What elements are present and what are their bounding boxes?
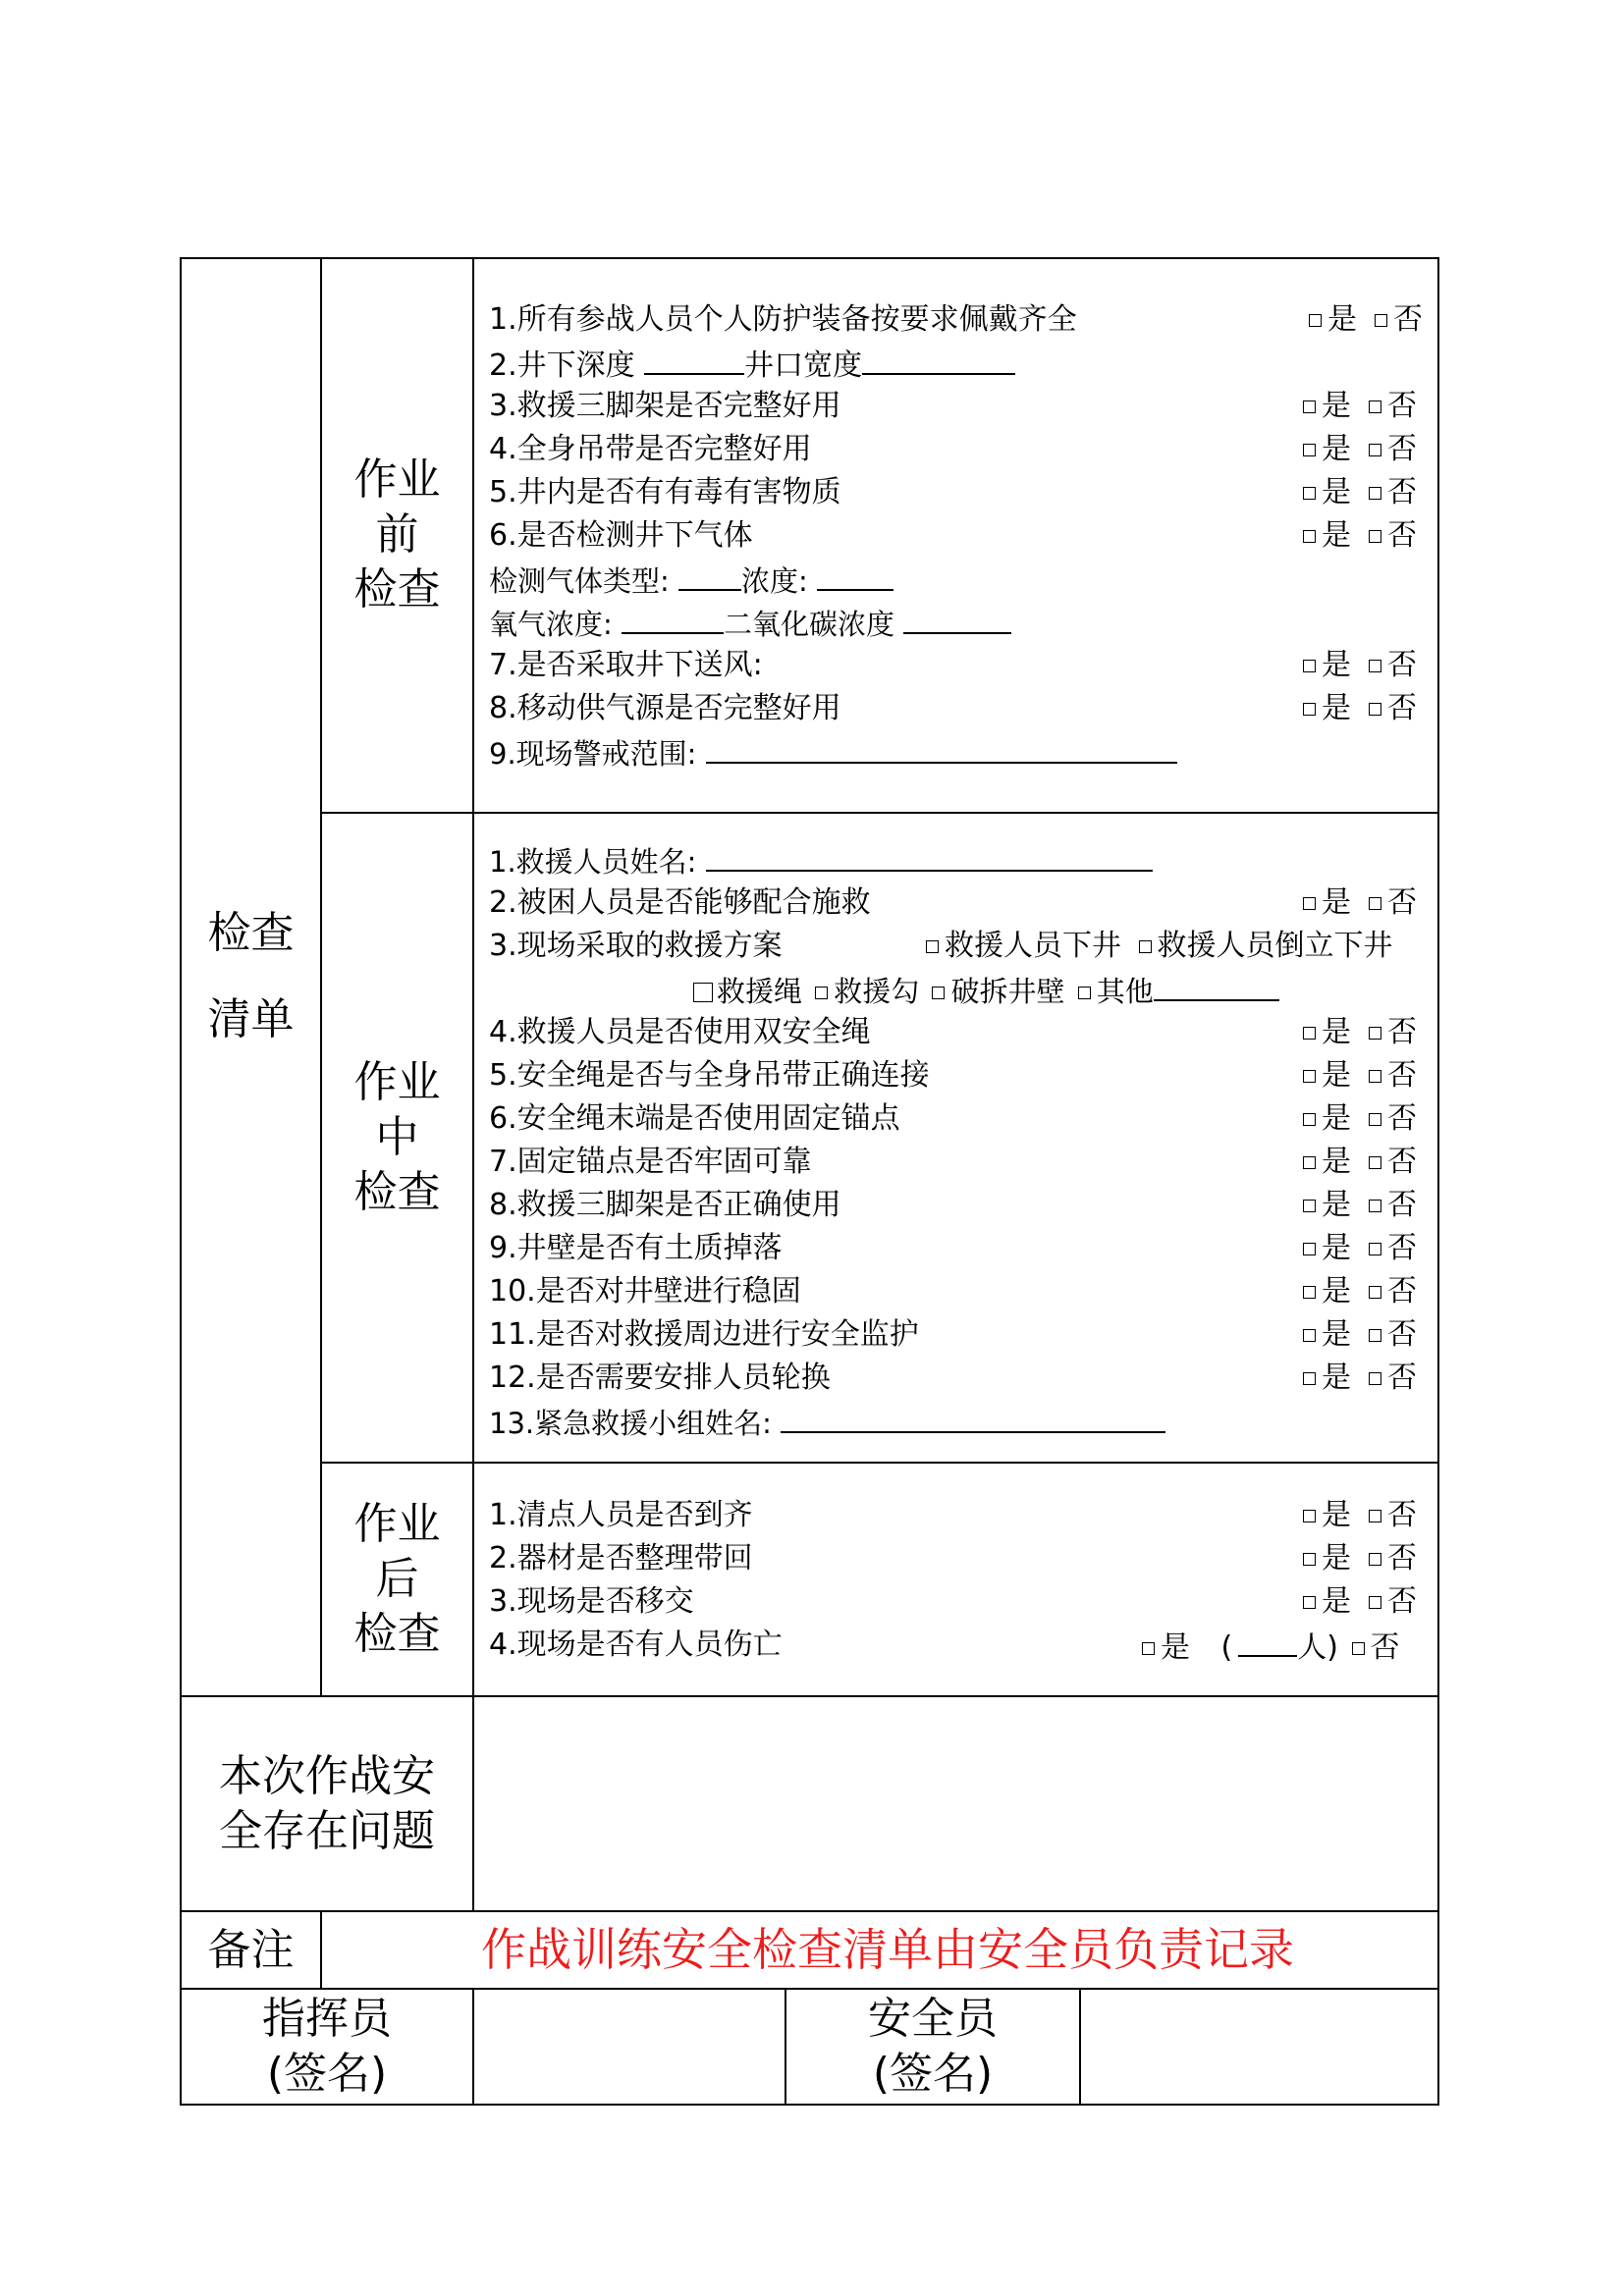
commander-label-line2: (签名) bbox=[266, 2049, 388, 2099]
checkbox-icon[interactable] bbox=[1369, 444, 1381, 456]
gas-type-input[interactable] bbox=[678, 560, 741, 591]
before-item-4 bbox=[489, 430, 812, 469]
checkbox-icon[interactable] bbox=[1369, 897, 1381, 910]
no-option: 否 bbox=[1387, 475, 1417, 509]
before-item-2-width-label: 井口宽度 bbox=[744, 348, 863, 383]
divider-during-after bbox=[320, 1462, 1438, 1464]
plan-option-inverted: 救援人员倒立下井 bbox=[1157, 929, 1393, 963]
checkbox-icon[interactable] bbox=[1303, 530, 1316, 543]
rescuer-name-input[interactable] bbox=[706, 840, 1153, 872]
plan-option-break-wall: 破拆井壁 bbox=[950, 975, 1065, 1008]
plan-option-rope: 救援绳 bbox=[717, 975, 803, 1008]
yes-option: 是 bbox=[1322, 1317, 1351, 1352]
during-item-2 bbox=[489, 883, 871, 923]
no-option: 否 bbox=[1387, 1584, 1417, 1619]
before-item-3-options[interactable] bbox=[1303, 387, 1417, 426]
during-item-8 bbox=[489, 1186, 841, 1225]
during-item-8-options[interactable] bbox=[1303, 1186, 1417, 1225]
yes-option: 是 bbox=[1327, 302, 1357, 337]
before-gas-type bbox=[489, 560, 893, 601]
issues-label-line1: 本次作战安 bbox=[219, 1750, 435, 1801]
yes-option: 是 bbox=[1322, 1145, 1351, 1179]
checkbox-icon[interactable] bbox=[1303, 1243, 1316, 1255]
before-oxygen bbox=[489, 603, 1011, 644]
yes-option: 是 bbox=[1322, 432, 1351, 466]
phase-during-line3: 检查 bbox=[353, 1167, 441, 1217]
yes-option: 是 bbox=[1322, 1498, 1351, 1532]
during-item-7-text: 7.固定锚点是否牢固可靠 bbox=[489, 1145, 812, 1179]
during-item-4-options[interactable] bbox=[1303, 1013, 1417, 1052]
phase-during-line1: 作业 bbox=[353, 1057, 441, 1107]
before-item-7 bbox=[489, 646, 763, 685]
before-item-2-depth-label: 2.井下深度 bbox=[489, 348, 635, 383]
commander-label bbox=[182, 1990, 472, 2104]
checkbox-icon[interactable] bbox=[1303, 897, 1316, 910]
during-item-7-options[interactable] bbox=[1303, 1143, 1417, 1182]
during-item-7 bbox=[489, 1143, 812, 1182]
emergency-team-name-input[interactable] bbox=[781, 1402, 1165, 1433]
during-item-10 bbox=[489, 1272, 801, 1311]
oxygen-label: 氧气浓度: bbox=[489, 608, 613, 641]
during-plan-options-1[interactable] bbox=[926, 927, 1393, 966]
phase-after-line3: 检查 bbox=[353, 1609, 441, 1659]
before-item-6 bbox=[489, 516, 753, 556]
after-item-3-text: 3.现场是否移交 bbox=[489, 1584, 694, 1619]
checkbox-icon[interactable] bbox=[1303, 444, 1316, 456]
during-item-12-options[interactable] bbox=[1303, 1359, 1417, 1398]
yes-option: 是 bbox=[1322, 1274, 1351, 1308]
during-item-2-text: 2.被困人员是否能够配合施救 bbox=[489, 885, 871, 920]
yes-option: 是 bbox=[1322, 885, 1351, 920]
phase-before-label bbox=[322, 257, 472, 812]
yes-option: 是 bbox=[1322, 691, 1351, 725]
before-item-9-text: 9.现场警戒范围: bbox=[489, 737, 697, 771]
after-item-1-options[interactable] bbox=[1303, 1496, 1417, 1535]
oxygen-input[interactable] bbox=[622, 603, 724, 634]
checkbox-icon[interactable] bbox=[1369, 1113, 1381, 1126]
during-item-13-text: 13.紧急救援小组姓名: bbox=[489, 1407, 772, 1440]
depth-input[interactable] bbox=[644, 344, 744, 375]
during-item-10-options[interactable] bbox=[1303, 1272, 1417, 1311]
checkbox-icon[interactable] bbox=[1369, 1070, 1381, 1083]
during-item-9-options[interactable] bbox=[1303, 1229, 1417, 1268]
after-item-4 bbox=[489, 1626, 783, 1665]
during-item-1-text: 1.救援人员姓名: bbox=[489, 845, 697, 879]
phase-during-label bbox=[322, 814, 472, 1462]
checkbox-icon[interactable] bbox=[1369, 1200, 1381, 1212]
before-item-9 bbox=[489, 732, 1177, 774]
phase-after-line2: 后 bbox=[375, 1554, 419, 1604]
before-item-1-options[interactable] bbox=[1309, 300, 1423, 340]
checkbox-icon[interactable] bbox=[1352, 1642, 1365, 1655]
checkbox-icon[interactable] bbox=[1303, 400, 1316, 413]
no-option: 否 bbox=[1387, 518, 1417, 553]
during-item-11 bbox=[489, 1315, 919, 1355]
after-item-4-text: 4.现场是否有人员伤亡 bbox=[489, 1628, 783, 1662]
during-plan-options-2[interactable] bbox=[693, 970, 1279, 1011]
during-item-3-text: 3.现场采取的救援方案 bbox=[489, 929, 783, 963]
checkbox-icon[interactable] bbox=[1303, 487, 1316, 500]
safety-officer-label bbox=[786, 1990, 1079, 2104]
during-item-5-options[interactable] bbox=[1303, 1056, 1417, 1095]
yes-option: 是 bbox=[1322, 1361, 1351, 1395]
checkbox-icon[interactable] bbox=[1309, 314, 1322, 327]
after-item-3 bbox=[489, 1582, 694, 1622]
divider-remark bbox=[320, 1911, 322, 1990]
checkbox-icon[interactable] bbox=[1369, 400, 1381, 413]
checkbox-icon[interactable] bbox=[1139, 940, 1152, 953]
no-option: 否 bbox=[1387, 1145, 1417, 1179]
checkbox-icon[interactable] bbox=[1369, 1286, 1381, 1299]
no-option: 否 bbox=[1393, 302, 1423, 337]
no-option: 否 bbox=[1387, 1361, 1417, 1395]
during-item-6-options[interactable] bbox=[1303, 1099, 1417, 1139]
during-item-9 bbox=[489, 1229, 783, 1268]
no-option: 否 bbox=[1387, 1498, 1417, 1532]
no-option: 否 bbox=[1387, 1317, 1417, 1352]
commander-label-line1: 指挥员 bbox=[262, 1994, 392, 2044]
checkbox-icon[interactable] bbox=[1303, 1286, 1316, 1299]
during-item-5-text: 5.安全绳是否与全身吊带正确连接 bbox=[489, 1058, 930, 1093]
checkbox-icon[interactable] bbox=[815, 987, 828, 999]
commander-signature-field[interactable] bbox=[474, 1990, 785, 2104]
during-item-9-text: 9.井壁是否有土质掉落 bbox=[489, 1231, 783, 1265]
checkbox-icon[interactable] bbox=[1369, 703, 1381, 716]
before-item-7-text: 7.是否采取井下送风: bbox=[489, 648, 763, 682]
checkbox-icon[interactable] bbox=[1369, 1596, 1381, 1609]
plan-other-input[interactable] bbox=[1154, 970, 1279, 1001]
checkbox-icon[interactable] bbox=[932, 987, 945, 999]
after-item-1 bbox=[489, 1496, 753, 1535]
checkbox-icon[interactable] bbox=[1303, 1372, 1316, 1385]
phase-after-label bbox=[322, 1464, 472, 1695]
width-input[interactable] bbox=[862, 344, 1015, 375]
checkbox-icon[interactable] bbox=[1303, 1329, 1316, 1342]
phase-before-line2: 前 bbox=[375, 508, 419, 560]
before-item-2 bbox=[489, 344, 1015, 386]
checkbox-icon[interactable] bbox=[1369, 530, 1381, 543]
checkbox-icon[interactable] bbox=[1369, 1372, 1381, 1385]
no-option: 否 bbox=[1387, 1058, 1417, 1093]
remark-label-text: 备注 bbox=[207, 1924, 295, 1975]
checkbox-icon[interactable] bbox=[1369, 660, 1381, 672]
during-item-11-text: 11.是否对救援周边进行安全监护 bbox=[489, 1317, 919, 1352]
divider-before-during bbox=[320, 812, 1438, 814]
checkbox-icon[interactable] bbox=[1303, 1156, 1316, 1169]
during-item-13 bbox=[489, 1402, 1165, 1443]
checkbox-icon[interactable] bbox=[1369, 1156, 1381, 1169]
checkbox-icon[interactable] bbox=[1369, 487, 1381, 500]
table-border-right bbox=[1437, 257, 1439, 2106]
no-option: 否 bbox=[1387, 389, 1417, 423]
yes-option: 是 bbox=[1322, 648, 1351, 682]
section-title-line2: 清单 bbox=[207, 994, 295, 1044]
casualty-count-input[interactable] bbox=[1238, 1626, 1297, 1657]
section-title bbox=[182, 257, 320, 1696]
gas-type-label: 检测气体类型: bbox=[489, 564, 670, 598]
casualty-open-paren: ( bbox=[1220, 1630, 1233, 1665]
no-option: 否 bbox=[1387, 1231, 1417, 1265]
issues-label bbox=[182, 1697, 472, 1910]
casualty-unit: 人) bbox=[1297, 1630, 1338, 1665]
phase-before-line1: 作业 bbox=[353, 454, 441, 505]
safety-officer-signature-field[interactable] bbox=[1081, 1990, 1437, 2104]
gas-concentration-label: 浓度: bbox=[741, 564, 808, 598]
before-item-4-text: 4.全身吊带是否完整好用 bbox=[489, 432, 812, 466]
checkbox-icon[interactable] bbox=[1142, 1642, 1155, 1655]
during-item-6 bbox=[489, 1099, 900, 1139]
no-option: 否 bbox=[1387, 885, 1417, 920]
divider-issues-remark bbox=[180, 1910, 1439, 1912]
during-item-8-text: 8.救援三脚架是否正确使用 bbox=[489, 1188, 841, 1222]
checkbox-icon[interactable] bbox=[1303, 1596, 1316, 1609]
no-option: 否 bbox=[1387, 1274, 1417, 1308]
plan-option-hook: 救援勾 bbox=[834, 975, 920, 1008]
yes-option: 是 bbox=[1322, 1101, 1351, 1136]
after-item-2-options[interactable] bbox=[1303, 1539, 1417, 1578]
plan-option-other: 其他 bbox=[1096, 975, 1154, 1008]
before-item-8 bbox=[489, 689, 841, 728]
no-option: 否 bbox=[1370, 1630, 1400, 1665]
yes-option: 是 bbox=[1322, 518, 1351, 553]
before-item-1-text: 1.所有参战人员个人防护装备按要求佩戴齐全 bbox=[489, 302, 1077, 337]
before-item-7-options[interactable] bbox=[1303, 646, 1417, 685]
checkbox-icon[interactable] bbox=[1303, 1510, 1316, 1522]
before-item-6-text: 6.是否检测井下气体 bbox=[489, 518, 753, 553]
checkbox-icon[interactable] bbox=[1303, 1553, 1316, 1566]
during-item-6-text: 6.安全绳末端是否使用固定锚点 bbox=[489, 1101, 900, 1136]
no-option: 否 bbox=[1387, 691, 1417, 725]
yes-option: 是 bbox=[1322, 389, 1351, 423]
checkbox-icon[interactable] bbox=[1369, 1243, 1381, 1255]
checkbox-icon[interactable] bbox=[1303, 1200, 1316, 1212]
during-item-12-text: 12.是否需要安排人员轮换 bbox=[489, 1361, 831, 1395]
no-option: 否 bbox=[1387, 432, 1417, 466]
before-item-5-options[interactable] bbox=[1303, 473, 1417, 512]
during-item-4-text: 4.救援人员是否使用双安全绳 bbox=[489, 1015, 871, 1049]
checkbox-icon[interactable] bbox=[1375, 314, 1387, 327]
checkbox-icon[interactable] bbox=[1303, 660, 1316, 672]
checkbox-icon[interactable] bbox=[1369, 1553, 1381, 1566]
yes-option: 是 bbox=[1322, 1541, 1351, 1575]
no-option: 否 bbox=[1387, 1188, 1417, 1222]
checkbox-icon[interactable] bbox=[1303, 1113, 1316, 1126]
during-item-5 bbox=[489, 1056, 930, 1095]
issues-label-line2: 全存在问题 bbox=[219, 1805, 435, 1856]
during-item-10-text: 10.是否对井壁进行稳固 bbox=[489, 1274, 801, 1308]
gas-concentration-input[interactable] bbox=[817, 560, 893, 591]
plan-option-descend: 救援人员下井 bbox=[945, 929, 1121, 963]
yes-option: 是 bbox=[1322, 1584, 1351, 1619]
checkbox-icon[interactable] bbox=[693, 983, 713, 1002]
checkbox-icon[interactable] bbox=[1303, 1070, 1316, 1083]
safety-officer-label-line1: 安全员 bbox=[868, 1994, 998, 2044]
yes-option: 是 bbox=[1322, 1058, 1351, 1093]
during-item-3 bbox=[489, 927, 783, 966]
before-item-6-options[interactable] bbox=[1303, 516, 1417, 556]
checkbox-icon[interactable] bbox=[1369, 1027, 1381, 1040]
co2-label: 二氧化碳浓度 bbox=[724, 608, 895, 641]
checkbox-icon[interactable] bbox=[1303, 1027, 1316, 1040]
checkbox-icon[interactable] bbox=[1078, 987, 1091, 999]
divider-phase-content bbox=[472, 257, 474, 1912]
before-item-1 bbox=[489, 300, 1077, 340]
during-item-4 bbox=[489, 1013, 871, 1052]
phase-before-line3: 检查 bbox=[353, 563, 441, 614]
issues-input[interactable] bbox=[474, 1697, 1437, 1910]
after-item-2 bbox=[489, 1539, 753, 1578]
safety-officer-label-line2: (签名) bbox=[872, 2049, 994, 2099]
no-option: 否 bbox=[1387, 1541, 1417, 1575]
before-item-5 bbox=[489, 473, 841, 512]
remark-text: 作战训练安全检查清单由安全员负责记录 bbox=[481, 1923, 1294, 1976]
checkbox-icon[interactable] bbox=[1369, 1329, 1381, 1342]
during-item-1 bbox=[489, 840, 1153, 881]
co2-input[interactable] bbox=[903, 603, 1011, 634]
checkbox-icon[interactable] bbox=[1369, 1510, 1381, 1522]
after-item-2-text: 2.器材是否整理带回 bbox=[489, 1541, 753, 1575]
yes-option: 是 bbox=[1161, 1630, 1190, 1665]
no-option: 否 bbox=[1387, 648, 1417, 682]
before-item-8-options[interactable] bbox=[1303, 689, 1417, 728]
section-title-line1: 检查 bbox=[207, 908, 295, 958]
after-item-3-options[interactable] bbox=[1303, 1582, 1417, 1622]
yes-option: 是 bbox=[1322, 475, 1351, 509]
after-item-1-text: 1.清点人员是否到齐 bbox=[489, 1498, 753, 1532]
cordon-range-input[interactable] bbox=[706, 732, 1177, 764]
before-item-8-text: 8.移动供气源是否完整好用 bbox=[489, 691, 841, 725]
yes-option: 是 bbox=[1322, 1015, 1351, 1049]
remark-label bbox=[182, 1912, 320, 1988]
during-item-12 bbox=[489, 1359, 831, 1398]
yes-option: 是 bbox=[1322, 1231, 1351, 1265]
checkbox-icon[interactable] bbox=[926, 940, 939, 953]
no-option: 否 bbox=[1387, 1015, 1417, 1049]
table-border-bottom bbox=[180, 2104, 1439, 2106]
no-option: 否 bbox=[1387, 1101, 1417, 1136]
before-item-5-text: 5.井内是否有有毒有害物质 bbox=[489, 475, 841, 509]
before-item-3 bbox=[489, 387, 841, 426]
during-item-11-options[interactable] bbox=[1303, 1315, 1417, 1355]
yes-option: 是 bbox=[1322, 1188, 1351, 1222]
checkbox-icon[interactable] bbox=[1303, 703, 1316, 716]
before-item-4-options[interactable] bbox=[1303, 430, 1417, 469]
phase-during-line2: 中 bbox=[375, 1112, 419, 1162]
phase-after-line1: 作业 bbox=[353, 1499, 441, 1549]
after-item-4-options[interactable] bbox=[1142, 1626, 1400, 1668]
before-item-3-text: 3.救援三脚架是否完整好用 bbox=[489, 389, 841, 423]
during-item-2-options[interactable] bbox=[1303, 883, 1417, 923]
